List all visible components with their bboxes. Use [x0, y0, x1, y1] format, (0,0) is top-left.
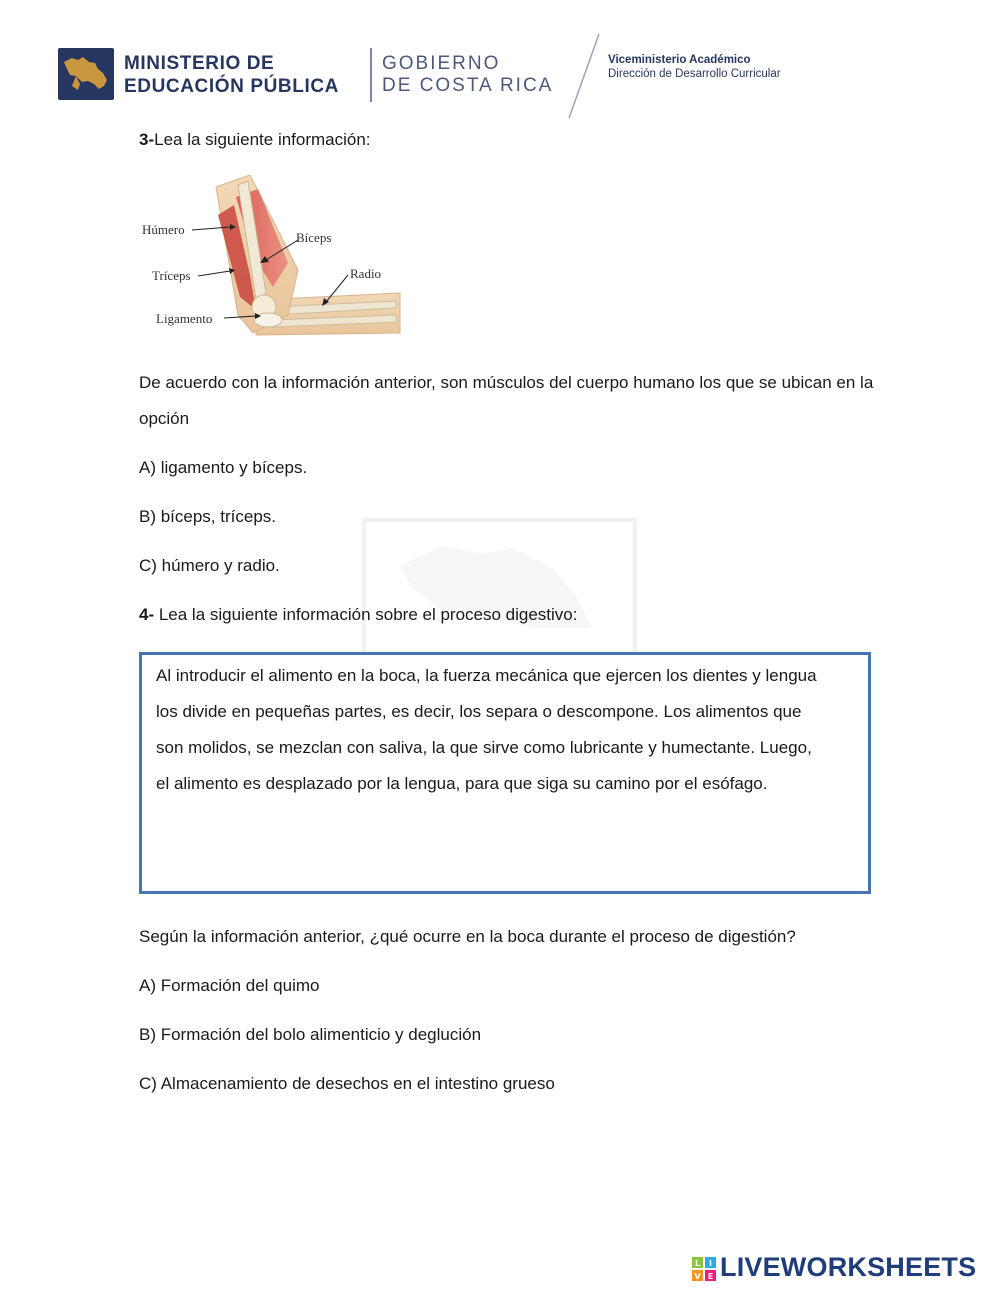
ministry-line-2: EDUCACIÓN PÚBLICA	[124, 76, 339, 97]
question-4-heading	[139, 605, 577, 625]
header	[58, 32, 818, 117]
info-box-line-2: los divide en pequeñas partes, es decir, los separa o descompone. Los alimentos que	[156, 702, 802, 721]
question-4-number: 4-	[139, 605, 155, 624]
info-box-line-3: son molidos, se mezclan con saliva, la que sirve como lubricante y humectante. Luego,	[156, 738, 812, 757]
question-3-heading	[139, 130, 371, 150]
ministry-line-1: MINISTERIO DE	[124, 53, 275, 74]
label-biceps: Bíceps	[296, 230, 332, 245]
liveworksheets-logo	[692, 1252, 992, 1286]
label-triceps: Tríceps	[152, 268, 191, 283]
question-3-option-a[interactable]: A) ligamento y bíceps.	[139, 458, 308, 477]
header-slash-divider	[563, 32, 603, 120]
icon-letter-l: L	[694, 1259, 701, 1268]
vice-ministry	[608, 53, 781, 81]
question-3-option-c[interactable]: C) húmero y radio.	[139, 556, 280, 575]
vice-ministry-title: Viceministerio Académico	[608, 54, 751, 66]
icon-letter-v: V	[694, 1272, 701, 1281]
question-3-option-b[interactable]: B) bíceps, tríceps.	[139, 507, 276, 526]
watermark-map-icon	[362, 518, 637, 653]
info-box-line-4: el alimento es desplazado por la lengua, para que siga su camino por el esófago.	[156, 774, 768, 793]
label-ligamento: Ligamento	[156, 311, 213, 326]
question-3-prompt-line-1: De acuerdo con la información anterior, son músculos del cuerpo humano los que se ubican en la	[139, 373, 874, 392]
government-line-2: DE COSTA RICA	[382, 75, 554, 96]
icon-letter-e: E	[707, 1272, 714, 1281]
question-4-option-c[interactable]: C) Almacenamiento de desechos en el intestino grueso	[139, 1074, 555, 1093]
question-3-intro: Lea la siguiente información:	[154, 130, 371, 149]
ministry-name	[124, 52, 339, 98]
icon-letter-i: I	[709, 1259, 712, 1268]
vice-ministry-subtitle: Dirección de Desarrollo Curricular	[608, 68, 781, 80]
label-humero: Húmero	[142, 222, 185, 237]
question-3-number: 3-	[139, 130, 155, 149]
costa-rica-map-logo-icon	[58, 48, 114, 100]
question-4-intro: Lea la siguiente información sobre el proceso digestivo:	[154, 605, 578, 624]
elbow-anatomy-figure	[138, 175, 418, 340]
question-4-option-a[interactable]: A) Formación del quimo	[139, 976, 320, 995]
question-4-option-b[interactable]: B) Formación del bolo alimenticio y deglución	[139, 1025, 482, 1044]
government-line-1: GOBIERNO	[382, 53, 501, 74]
government-name	[382, 53, 553, 97]
label-radio: Radio	[350, 266, 382, 281]
question-4-prompt: Según la información anterior, ¿qué ocurre en la boca durante el proceso de digestión?	[139, 927, 796, 946]
digestion-info-box	[139, 652, 871, 894]
liveworksheets-brand-text: LIVEWORKSHEETS	[720, 1252, 977, 1282]
liveworksheets-grid-icon	[692, 1257, 716, 1281]
info-box-line-1: Al introducir el alimento en la boca, la fuerza mecánica que ejercen los dientes y lengua	[156, 666, 817, 685]
header-divider	[370, 48, 372, 102]
question-3-prompt-line-2: opción	[139, 409, 190, 428]
